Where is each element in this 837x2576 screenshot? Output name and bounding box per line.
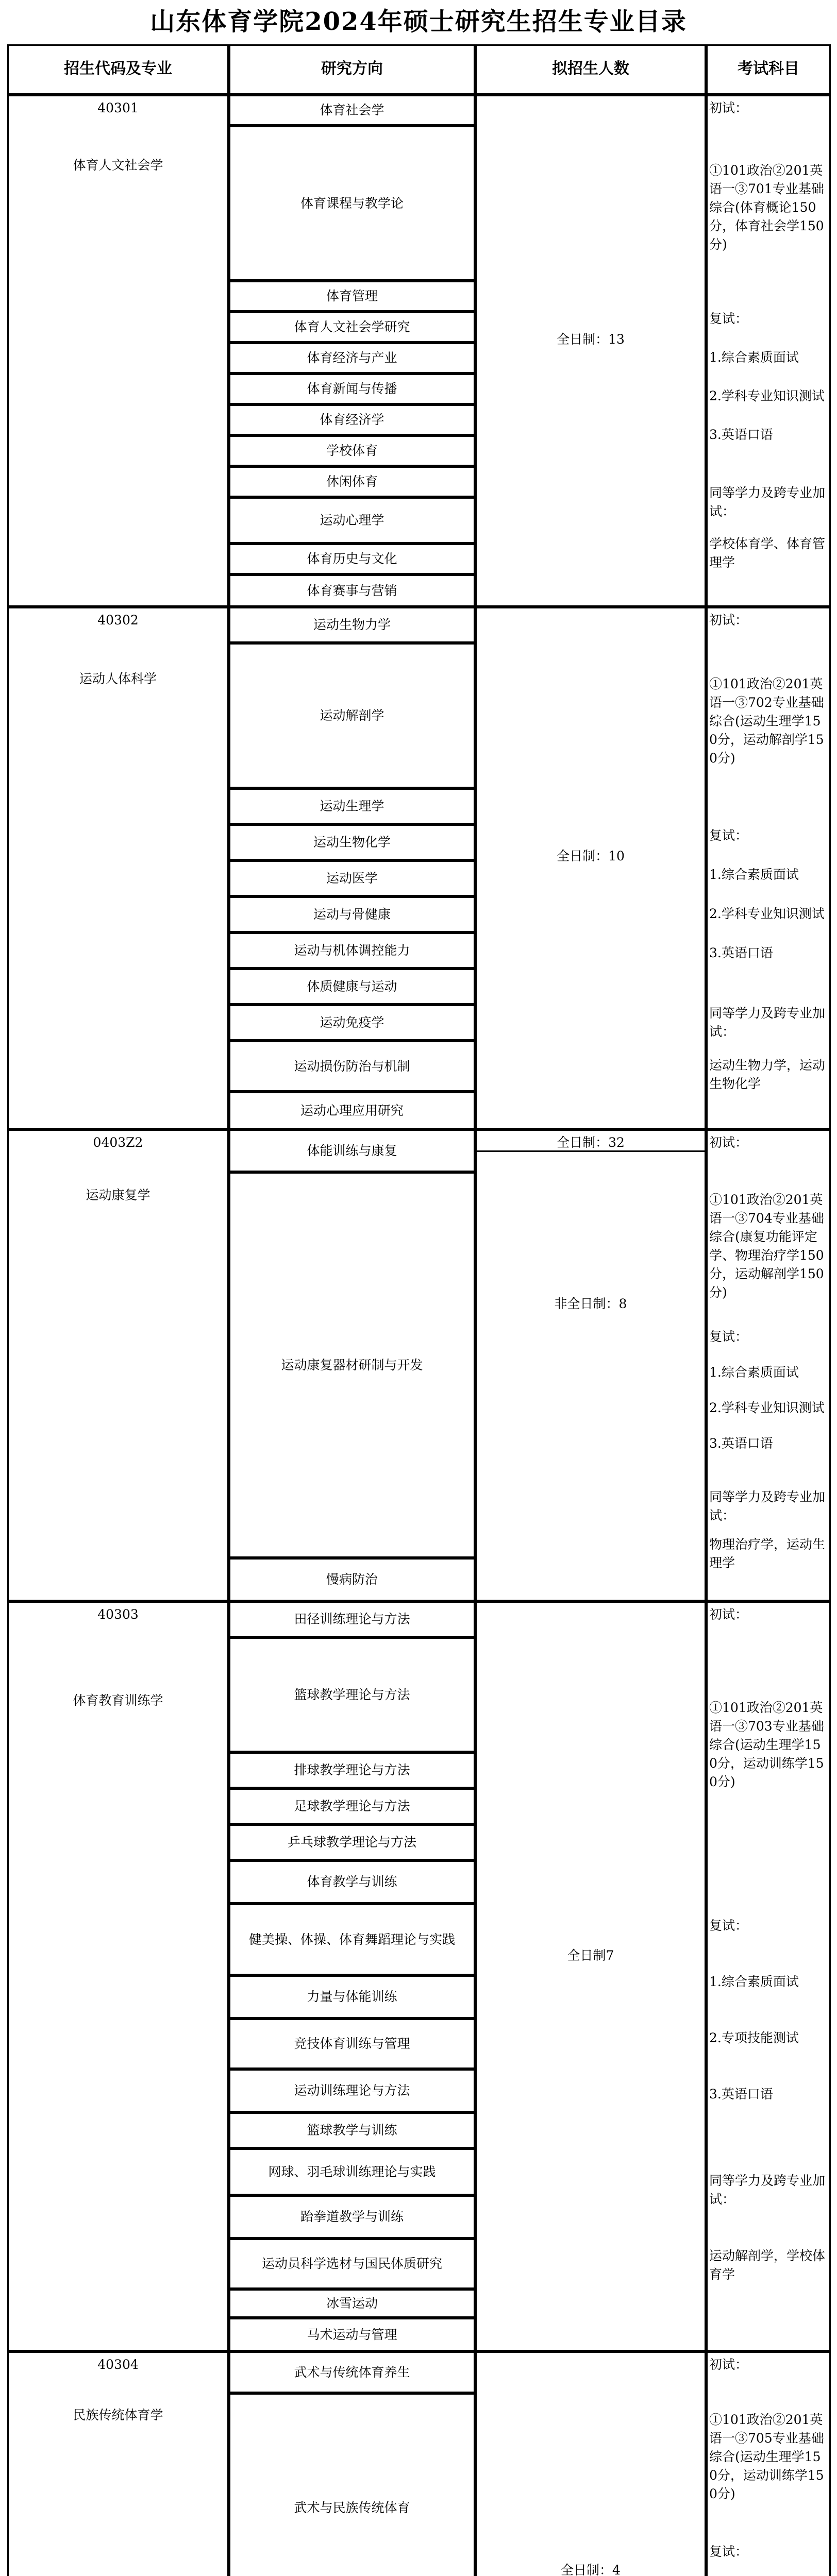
header-label: 拟招生人数 <box>552 60 629 78</box>
exam-retest-item: 3.英语口语 <box>709 1436 773 1451</box>
enroll-block <box>475 1129 706 1601</box>
direction-label: 运动解剖学 <box>320 708 384 723</box>
enroll-block <box>475 2351 706 2576</box>
page-title: 山东体育学院2024年硕士研究生招生专业目录 <box>150 7 687 36</box>
direction-label: 体质健康与运动 <box>307 979 397 994</box>
direction-label: 体育经济与产业 <box>307 350 397 365</box>
direction-label: 学校体育 <box>326 443 378 458</box>
direction-label: 篮球教学与训练 <box>307 2123 397 2138</box>
direction-label: 武术与传统体育养生 <box>294 2364 410 2380</box>
direction-label: 体育历史与文化 <box>307 551 397 566</box>
exam-retest-item: 1.综合素质面试 <box>709 867 799 882</box>
direction-label: 体能训练与康复 <box>307 1143 397 1158</box>
exam-retest-item: 3.英语口语 <box>709 945 773 960</box>
direction-label: 跆拳道教学与训练 <box>300 2209 404 2224</box>
direction-label: 足球教学理论与方法 <box>294 1799 410 1814</box>
direction-label: 健美操、体操、体育舞蹈理论与实践 <box>248 1931 455 1947</box>
exam-retest-item: 2.学科专业知识测试 <box>709 388 825 403</box>
exam-initial-title: 初试： <box>709 2357 748 2372</box>
major-name: 运动人体科学 <box>79 671 157 686</box>
major-code: 40304 <box>97 2357 139 2372</box>
exam-retest-item: 1.综合素质面试 <box>709 350 799 365</box>
major-code: 0403Z2 <box>93 1135 143 1150</box>
exam-equiv-title: 同等学力及跨专业加试： <box>709 1489 826 1523</box>
enroll-full-time: 全日制：13 <box>557 332 625 347</box>
exam-equiv: 物理治疗学，运动生理学 <box>709 1537 826 1570</box>
exam-retest-item: 3.英语口语 <box>709 427 773 442</box>
exam-equiv: 运动解剖学，学校体育学 <box>709 2248 826 2282</box>
direction-label: 体育管理 <box>326 289 378 303</box>
direction-label: 冰雪运动 <box>326 2296 378 2311</box>
direction-label: 篮球教学理论与方法 <box>294 1687 410 1702</box>
exam-initial: ①101政治②201英语一③703专业基础综合(运动生理学150分，运动训练学150分) <box>709 1700 824 1789</box>
enroll-full-time: 全日制：32 <box>557 1135 625 1150</box>
direction-label: 运动心理应用研究 <box>300 1103 404 1118</box>
direction-label: 体育新闻与传播 <box>307 381 397 396</box>
direction-label: 休闲体育 <box>326 474 378 489</box>
exam-retest-item: 2.学科专业知识测试 <box>709 1400 825 1415</box>
exam-initial: ①101政治②201英语一③704专业基础综合(康复功能评定学、物理治疗学150分，运动解剖学150分) <box>709 1192 824 1300</box>
exam-initial-title: 初试： <box>709 1135 748 1150</box>
exam-initial: ①101政治②201英语一③702专业基础综合(运动生理学150分，运动解剖学150分) <box>709 676 824 766</box>
major-block <box>7 1601 229 2351</box>
direction-label: 运动训练理论与方法 <box>294 2083 410 2098</box>
exam-retest-item: 2.学科专业知识测试 <box>709 906 825 921</box>
direction-label: 运动与机体调控能力 <box>294 943 410 958</box>
direction-label: 运动心理学 <box>320 513 384 528</box>
direction-label: 武术与民族传统体育 <box>294 2500 410 2515</box>
exam-retest-title: 复试： <box>709 1918 748 1933</box>
exam-initial-title: 初试： <box>709 613 748 628</box>
direction-label: 力量与体能训练 <box>307 1989 397 2004</box>
enroll-full-time: 全日制7 <box>567 1948 614 1963</box>
enroll-block <box>475 1601 706 2351</box>
exam-retest-title: 复试： <box>709 311 748 326</box>
direction-label: 网球、羽毛球训练理论与实践 <box>268 2164 436 2179</box>
direction-label: 田径训练理论与方法 <box>294 1612 410 1626</box>
exam-retest-title: 复试： <box>709 1329 748 1344</box>
direction-row <box>229 2393 475 2576</box>
enroll-full-time: 全日制：4 <box>561 2563 621 2576</box>
direction-label: 运动生理学 <box>320 799 384 814</box>
direction-label: 排球教学理论与方法 <box>294 1762 410 1777</box>
direction-label: 体育人文社会学研究 <box>294 319 410 334</box>
major-block <box>7 2351 229 2576</box>
enroll-part-time: 非全日制：8 <box>554 1296 627 1311</box>
exam-retest-item: 1.综合素质面试 <box>709 1974 799 1989</box>
exam-equiv-title: 同等学力及跨专业加试： <box>709 485 826 519</box>
major-name: 体育教育训练学 <box>73 1693 163 1708</box>
exam-equiv-title: 同等学力及跨专业加试： <box>709 2173 826 2207</box>
direction-label: 体育赛事与营销 <box>307 583 397 598</box>
header-label: 招生代码及专业 <box>64 60 172 78</box>
major-code: 40303 <box>97 1607 139 1622</box>
direction-label: 马术运动与管理 <box>307 2327 397 2342</box>
direction-label: 体育经济学 <box>320 412 384 427</box>
direction-label: 体育教学与训练 <box>307 1874 397 1889</box>
exam-equiv: 学校体育学、体育管理学 <box>709 536 826 570</box>
exam-equiv-title: 同等学力及跨专业加试： <box>709 1006 826 1039</box>
exam-initial-title: 初试： <box>709 100 748 115</box>
enroll-full-time: 全日制：10 <box>557 849 625 863</box>
exam-retest-title: 复试： <box>709 828 748 843</box>
direction-label: 运动损伤防治与机制 <box>294 1058 410 1074</box>
direction-label: 体育课程与教学论 <box>300 195 404 211</box>
enroll-divider <box>475 1129 706 1152</box>
exam-initial: ①101政治②201英语一③701专业基础综合(体育概论150分，体育社会学150分) <box>709 163 824 252</box>
major-name: 民族传统体育学 <box>73 2408 163 2422</box>
header-label: 考试科目 <box>738 60 799 78</box>
exam-retest-item: 3.英语口语 <box>709 2087 773 2102</box>
direction-label: 竞技体育训练与管理 <box>294 2036 410 2051</box>
direction-label: 运动与骨健康 <box>313 907 391 922</box>
major-name: 体育人文社会学 <box>73 158 163 173</box>
direction-label: 运动免疫学 <box>320 1015 384 1030</box>
exam-retest-item: 1.综合素质面试 <box>709 1365 799 1380</box>
direction-label: 运动员科学选材与国民体质研究 <box>261 2256 442 2271</box>
direction-label: 运动医学 <box>326 871 378 886</box>
major-code: 40301 <box>97 100 139 115</box>
direction-label: 乒乓球教学理论与方法 <box>287 1835 416 1850</box>
direction-label: 慢病防治 <box>326 1572 378 1587</box>
exam-equiv: 运动生物力学，运动生物化学 <box>709 1058 826 1091</box>
enroll-block <box>475 95 706 607</box>
direction-label: 运动康复器材研制与开发 <box>281 1357 423 1372</box>
exam-retest-item: 2.专项技能测试 <box>709 2030 799 2045</box>
direction-label: 运动生物力学 <box>313 617 391 632</box>
exam-initial-title: 初试： <box>709 1607 748 1622</box>
major-code: 40302 <box>97 613 139 628</box>
direction-label: 运动生物化学 <box>313 835 391 850</box>
header-label: 研究方向 <box>321 60 383 78</box>
enroll-block <box>475 607 706 1129</box>
direction-label: 体育社会学 <box>320 103 384 117</box>
exam-retest-title: 复试： <box>709 2544 748 2559</box>
exam-initial: ①101政治②201英语一③705专业基础综合(运动生理学150分，运动训练学150分) <box>709 2412 824 2501</box>
major-name: 运动康复学 <box>86 1188 150 1202</box>
